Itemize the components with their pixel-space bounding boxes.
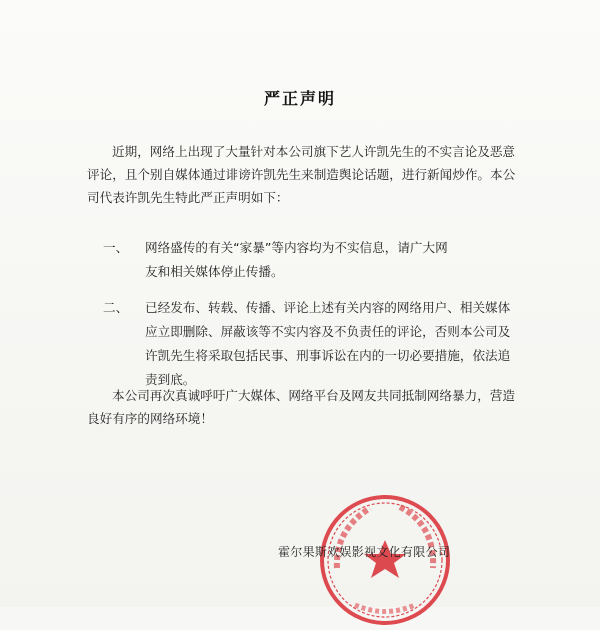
company-signature: 霍尔果斯欢娱影视文化有限公司: [278, 545, 451, 559]
document-title: 严正声明: [263, 89, 336, 108]
item-text: 网络盛传的有关“家暴”等内容均为不实信息，请广大网友和相关媒体停止传播。: [145, 240, 448, 279]
company-seal-icon: [315, 490, 455, 630]
item-number: 二、: [103, 300, 129, 315]
item-number: 一、: [103, 240, 129, 255]
closing-text: 本公司再次真诚呼吁广大媒体、网络平台及网友共同抵制网络暴力，营造良好有序的网络环境！: [87, 388, 515, 426]
statement-paragraph-intro: [87, 140, 527, 209]
item-text: 已经发布、转载、传播、评论上述有关内容的网络用户、相关媒体应立即删除、屏蔽该等不实内容及不负责任的评论，否则本公司及许凯先生将采取包括民事、刑事诉讼在内的一切必要措施，依法追责到底。: [145, 300, 511, 387]
intro-text: 近期，网络上出现了大量针对本公司旗下艺人许凯先生的不实言论及恶意评论，且个别自媒体通过诽谤许凯先生来制造舆论话题，进行新闻炒作。本公司代表许凯先生特此严正声明如下：: [87, 144, 516, 205]
statement-paragraph-closing: [87, 384, 527, 430]
